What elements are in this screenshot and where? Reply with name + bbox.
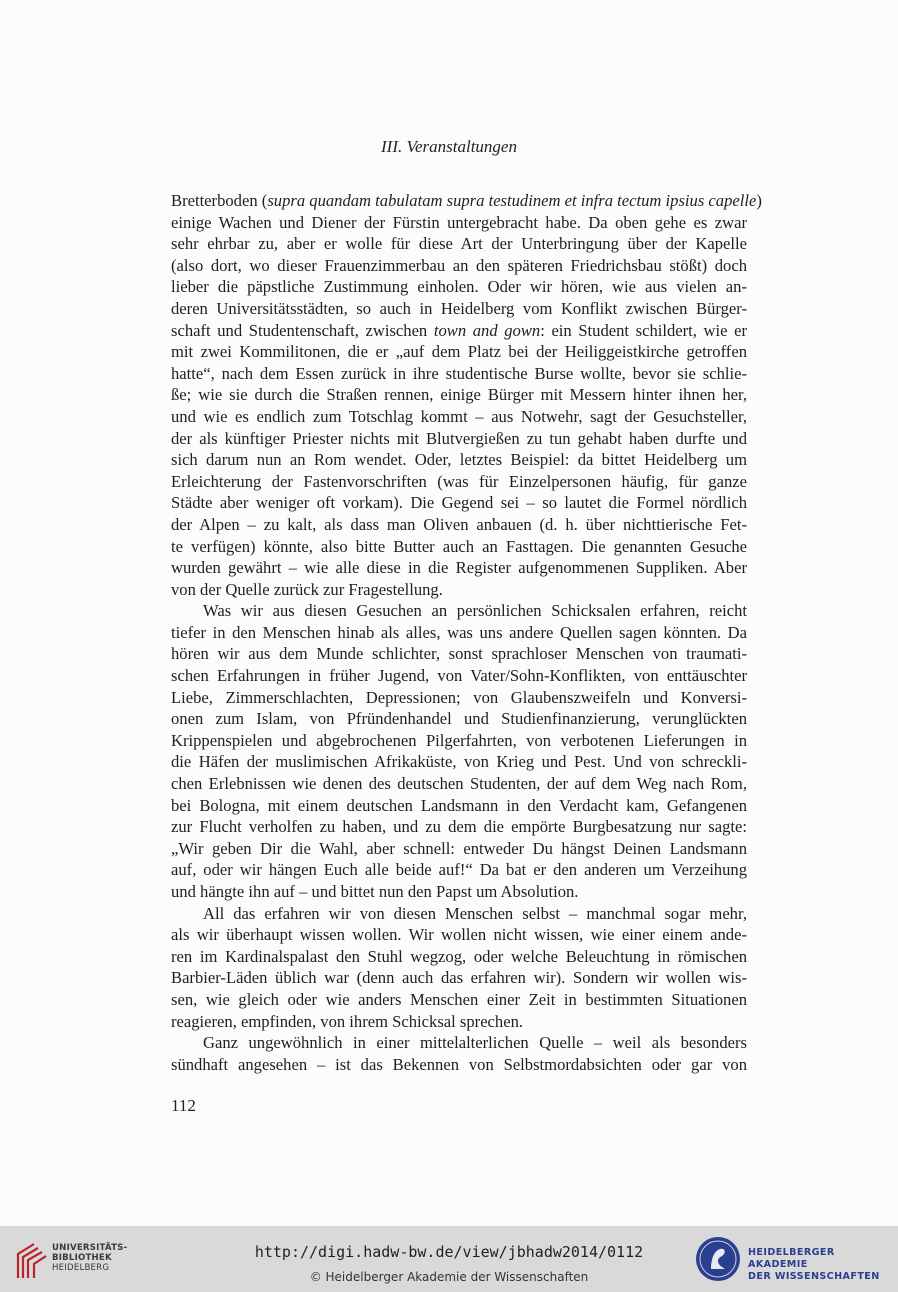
text-segment: ße; wie sie durch die Straßen rennen, einige Bürger mit Messern hinter ihnen her,: [171, 385, 747, 405]
academy-name: [748, 1247, 898, 1283]
text-line: [171, 276, 747, 298]
text-line: [171, 967, 747, 989]
text-segment: deren Universitätsstädten, so auch in Heidelberg vom Konflikt zwischen Bürger-: [171, 298, 747, 318]
text-line: [171, 838, 747, 860]
text-segment: wurden gewährt – wie alle diese in die Register aufgenommenen Suppliken. Aber: [171, 558, 747, 578]
text-line: [171, 708, 747, 730]
text-segment: als wir überhaupt wissen wollen. Wir wollen nicht wissen, wie einer einem ande-: [171, 925, 747, 945]
italic-phrase: supra quandam tabulatam supra testudinem et infra tectum ipsius capelle: [267, 191, 757, 210]
text-line: [171, 924, 747, 946]
text-line: [171, 341, 747, 363]
text-segment: : ein Student schildert, wie er: [540, 320, 748, 340]
text-segment: Städte aber weniger oft vorkam). Die Gegend sei – so lautet die Formel nördlich: [171, 493, 747, 513]
text-line: [171, 600, 747, 622]
text-segment: ): [756, 191, 762, 210]
text-line: [171, 687, 747, 709]
text-segment: lieber die päpstliche Zustimmung einholen. Oder wir hören, wie aus vielen an-: [171, 277, 747, 297]
page-number: 112: [171, 1096, 196, 1115]
text-line: [171, 536, 747, 558]
text-line: [171, 428, 747, 450]
text-line: [171, 989, 747, 1011]
text-segment: und hängte ihn auf – und bittet nun den Papst um Absolution.: [171, 882, 579, 901]
text-segment: die Häfen der muslimischen Afrikaküste, von Krieg und Pest. Und von schreckli-: [171, 752, 747, 772]
text-line: [171, 320, 747, 342]
text-line: [171, 363, 747, 385]
text-line: [171, 1032, 747, 1054]
text-segment: te verfügen) könnte, also bitte Butter auch an Fasttagen. Die genannten Gesuche: [171, 536, 747, 556]
academy-name-line: HEIDELBERGER AKADEMIE: [748, 1247, 835, 1270]
text-segment: einige Wachen und Diener der Fürstin untergebracht habe. Da oben gehe es zwar: [171, 212, 747, 232]
text-segment: der als künftiger Priester nichts mit Blutvergießen zu tun gehabt haben durfte und: [171, 428, 747, 448]
text-line: [171, 795, 747, 817]
text-line: [171, 255, 747, 277]
text-segment: Liebe, Zimmerschlachten, Depressionen; von Glaubenszweifeln und Konversi-: [171, 687, 747, 707]
text-segment: onen zum Islam, von Pfründenhandel und Studienfinanzierung, verunglückten: [171, 709, 747, 729]
italic-phrase: town and gown: [433, 320, 541, 340]
running-head: III. Veranstaltungen: [381, 137, 517, 156]
library-name-line: HEIDELBERG: [52, 1263, 110, 1273]
text-line: [171, 773, 747, 795]
text-line: [171, 233, 747, 255]
text-segment: auf, oder wir hängen Euch alle beide auf!“ Da bat er den anderen um Verzeihung: [171, 860, 747, 880]
text-segment: Krippenspielen und abgebrochenen Pilgerfahrten, von verbotenen Lieferungen in: [171, 730, 747, 750]
body-text: [171, 190, 762, 1075]
text-line: [171, 1011, 747, 1033]
text-segment: sen, wie gleich oder wie anders Menschen einer Zeit in bestimmten Situationen: [171, 989, 747, 1009]
text-line: [171, 881, 747, 903]
text-line: [171, 449, 747, 471]
library-name-line: UNIVERSITÄTS-: [52, 1243, 128, 1253]
text-line: [171, 665, 747, 687]
text-segment: Barbier-Läden üblich war (denn auch das erfahren wir). Sondern wir wollen wis-: [171, 968, 747, 988]
text-segment: schen Erfahrungen in früher Jugend, von Vater/Sohn-Konflikten, von enttäuschter: [171, 666, 747, 686]
text-line: [171, 751, 747, 773]
text-segment: chen Erlebnissen wie denen des deutschen Studenten, der auf dem Weg nach Rom,: [171, 774, 747, 794]
text-line: [171, 406, 747, 428]
text-line: [171, 859, 747, 881]
text-segment: mit zwei Kommilitonen, die er „auf dem Platz bei der Heiliggeistkirche getroffen: [171, 342, 747, 362]
text-segment: Was wir aus diesen Gesuchen an persönlichen Schicksalen erfahren, reicht: [203, 601, 747, 621]
text-segment: Erleichterung der Fastenvorschriften (was für Einzelpersonen häufig, für ganze: [171, 471, 747, 491]
library-name-line: BIBLIOTHEK: [52, 1253, 112, 1263]
text-segment: tiefer in den Menschen hinab als alles, was uns andere Quellen sagen könnten. Da: [171, 622, 747, 642]
document-url-link[interactable]: http://digi.hadw-bw.de/view/jbhadw2014/0112: [254, 1243, 644, 1261]
text-segment: sich darum nun an Rom wendet. Oder, letztes Beispiel: da bittet Heidelberg um: [171, 450, 747, 470]
text-line: [171, 622, 747, 644]
text-segment: Bretterboden (: [171, 191, 268, 210]
text-line: [171, 471, 747, 493]
text-line: [171, 384, 747, 406]
text-line: [171, 212, 747, 234]
viewer-footer: [0, 1226, 898, 1292]
text-segment: ren im Kardinalspalast den Stuhl wegzog, oder welche Beleuchtung in römischen: [171, 946, 747, 966]
text-segment: „Wir geben Dir die Wahl, aber schnell: entweder Du hängst Deinen Landsmann: [171, 838, 747, 858]
text-segment: von der Quelle zurück zur Fragestellung.: [171, 579, 443, 599]
text-segment: sündhaft angesehen – ist das Bekennen von Selbstmordabsichten oder gar von: [171, 1054, 747, 1074]
text-segment: All das erfahren wir von diesen Menschen selbst – manchmal sogar mehr,: [203, 903, 747, 923]
text-line: [171, 579, 747, 601]
text-line: [171, 903, 747, 925]
text-segment: reagieren, empfinden, von ihrem Schicksal sprechen.: [171, 1011, 524, 1031]
text-segment: hatte“, nach dem Essen zurück in ihre studentische Burse wollte, bevor sie schlie-: [171, 363, 747, 383]
academy-seal-icon: [694, 1235, 742, 1283]
academy-name-line: DER WISSENSCHAFTEN: [748, 1271, 880, 1282]
text-line: [171, 946, 747, 968]
text-segment: bei Bologna, mit einem deutschen Landsmann in den Verdacht kam, Gefangenen: [171, 795, 747, 815]
text-segment: sehr ehrbar zu, aber er wolle für diese Art der Unterbringung über der Kapelle: [171, 234, 747, 254]
text-segment: und wie es endlich zum Totschlag kommt – aus Notwehr, sagt der Gesuchsteller,: [171, 406, 747, 426]
text-line: [171, 492, 747, 514]
text-segment: Ganz ungewöhnlich in einer mittelalterlichen Quelle – weil als besonders: [203, 1033, 747, 1053]
text-segment: zur Flucht verholfen zu haben, und zu dem die empörte Burgbesatzung nur sagte:: [171, 817, 747, 837]
text-line: [171, 298, 747, 320]
text-segment: schaft und Studentenschaft, zwischen: [171, 320, 434, 340]
text-line: [171, 557, 747, 579]
text-line: [171, 1054, 747, 1076]
copyright-notice: © Heidelberger Akademie der Wissenschaften: [309, 1270, 589, 1284]
text-line: [171, 514, 747, 536]
text-line: [171, 190, 762, 212]
text-segment: (also dort, wo dieser Frauenzimmerbau an den späteren Friedrichsbau stößt) doch: [171, 255, 747, 275]
text-line: [171, 730, 747, 752]
text-line: [171, 816, 747, 838]
text-line: [171, 643, 747, 665]
text-segment: hören wir aus dem Munde schlichter, sonst sprachloser Menschen von traumati-: [171, 644, 747, 664]
text-segment: der Alpen – zu kalt, als dass man Oliven anbauen (d. h. über nichttierische Fet-: [171, 514, 747, 534]
